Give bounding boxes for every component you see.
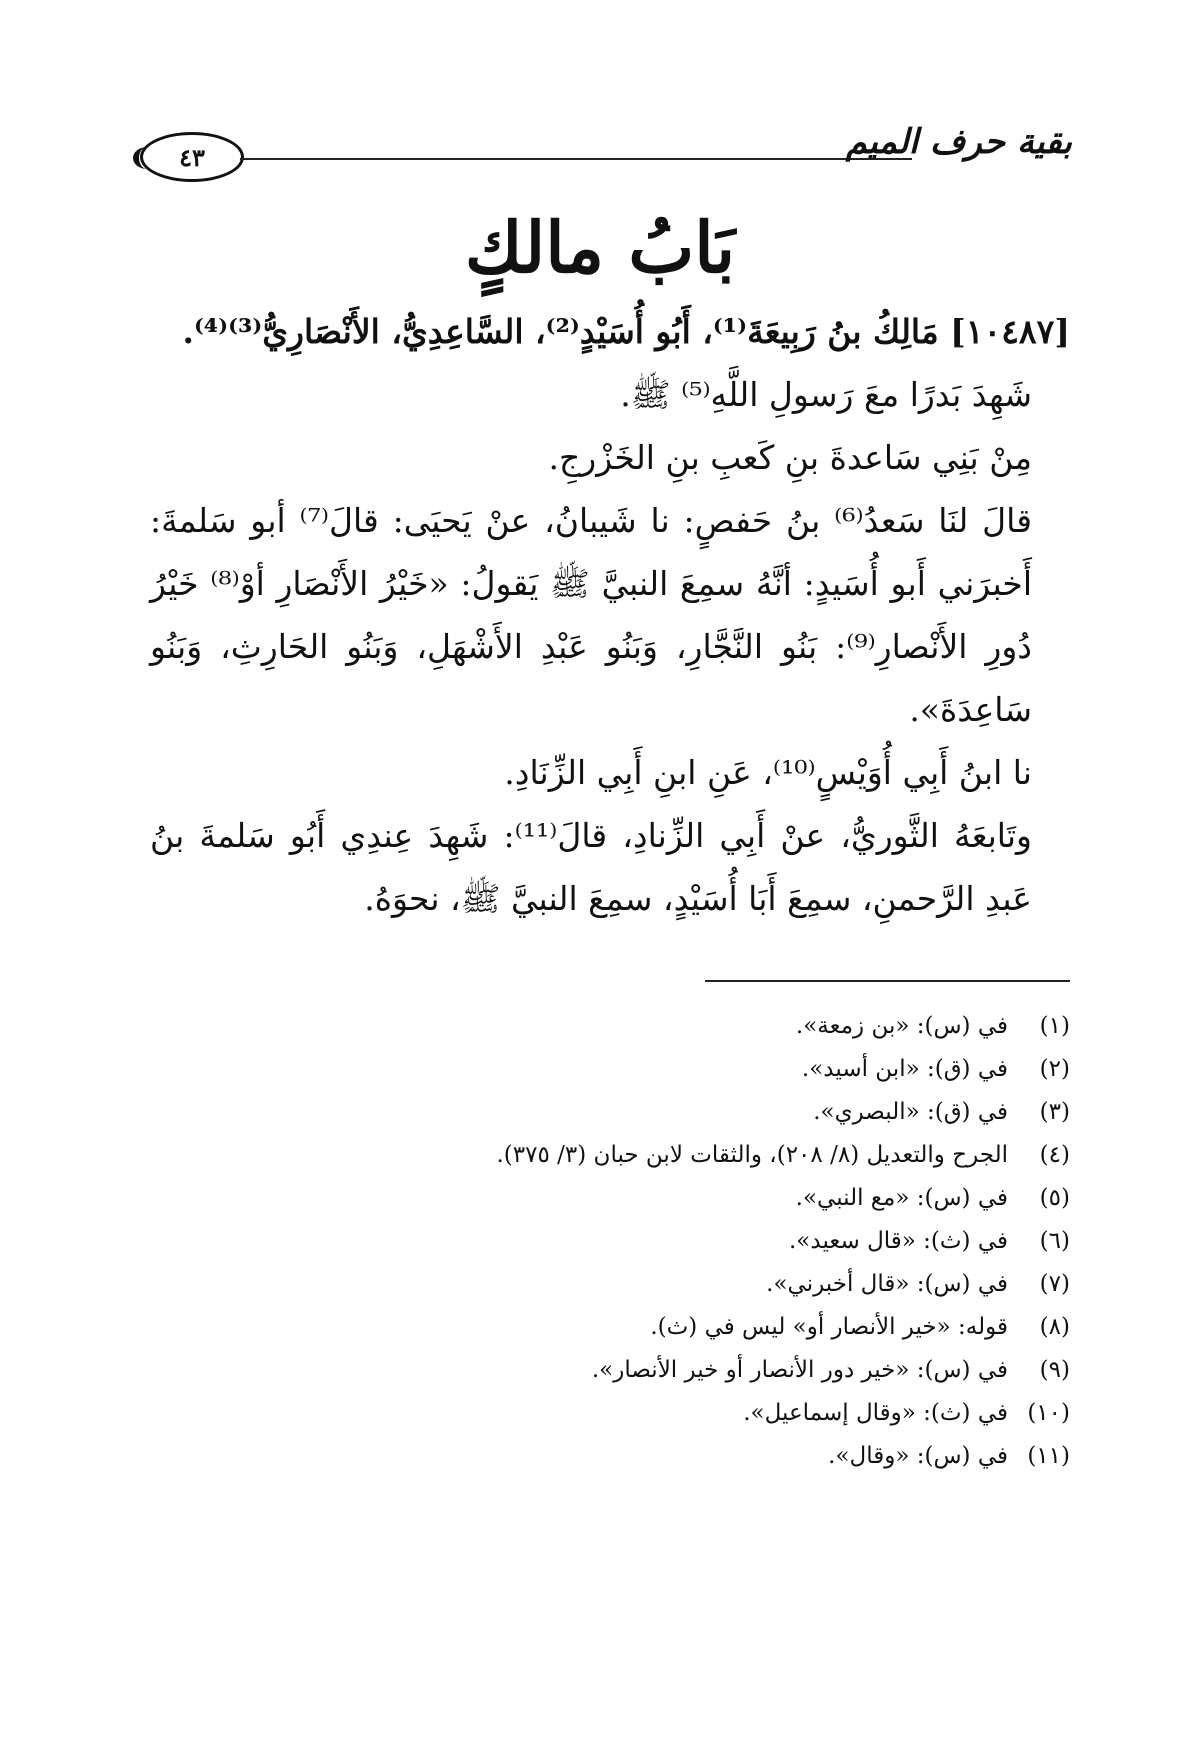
- running-title: بقية حرف الميم: [845, 122, 1072, 162]
- footnotes: [150, 1005, 1070, 1478]
- entry-heading: [١٠٤٨٧] مَالِكُ بنُ رَبِيعَةَ⁽¹⁾، أَبُو أُسَيْدٍ⁽²⁾، السَّاعِدِيُّ، الأَنْصَارِيُّ⁽³⁾⁽⁴⁾.: [182, 312, 1070, 351]
- footnote-number: (٨): [1039, 1314, 1070, 1340]
- entry-paragraph: وتَابعَهُ الثَّوريُّ، عنْ أَبِي الزِّنادِ، قالَ⁽¹¹⁾: شَهِدَ عِندِي أَبُو سَلمةَ بنُ عَبدِ الرَّحمنِ، سمِعَ أَبَا أُسَيْدٍ، سمِعَ النبيَّ ﷺ، نحوَهُ.: [150, 816, 1032, 918]
- footnote-text: في (ق): «ابن أسيد».: [801, 1056, 1008, 1082]
- footnote-number: (١١): [1027, 1443, 1070, 1469]
- footnote-number: (٦): [1039, 1228, 1070, 1254]
- footnote: [150, 1263, 1070, 1306]
- header-rule: [240, 158, 912, 160]
- footnote-text: الجرح والتعديل (٨/ ٢٠٨)، والثقات لابن حبان (٣/ ٣٧٥).: [496, 1142, 1008, 1168]
- footnote: [150, 1134, 1070, 1177]
- footnote-number: (٧): [1039, 1271, 1070, 1297]
- footnote: [150, 1435, 1070, 1478]
- footnote: [150, 1177, 1070, 1220]
- entry-paragraph: شَهِدَ بَدرًا معَ رَسولِ اللَّهِ⁽⁵⁾ ﷺ.: [620, 375, 1032, 414]
- footnote-text: في (س): «وقال».: [828, 1443, 1008, 1469]
- entry-body: [150, 300, 1070, 930]
- footnote-number: (٤): [1039, 1142, 1070, 1168]
- page-number-badge: [140, 132, 244, 182]
- footnote: [150, 1048, 1070, 1091]
- entry-paragraph: نا ابنُ أَبِي أُوَيْسٍ⁽¹⁰⁾، عَنِ ابنِ أَبِي الزِّنَادِ.: [504, 753, 1032, 792]
- footnote-text: في (ث): «وقال إسماعيل».: [743, 1400, 1008, 1426]
- page-number: ٤٣: [179, 142, 205, 172]
- footnote-number: (٥): [1039, 1185, 1070, 1211]
- footnote-number: (٩): [1039, 1357, 1070, 1383]
- footnote: [150, 1349, 1070, 1392]
- footnote-text: في (ق): «البصري».: [813, 1099, 1008, 1125]
- footnote-number: (١٠): [1027, 1400, 1070, 1426]
- footnote-text: في (س): «خير دور الأنصار أو خير الأنصار».: [591, 1357, 1008, 1383]
- footnote: [150, 1220, 1070, 1263]
- footnote-text: في (س): «بن زمعة».: [795, 1013, 1008, 1039]
- footnote: [150, 1392, 1070, 1435]
- footnote-text: في (س): «مع النبي».: [795, 1185, 1008, 1211]
- footnote: [150, 1306, 1070, 1349]
- footnote-text: في (س): «قال أخبرني».: [766, 1271, 1008, 1297]
- entry-paragraph: مِنْ بَنِي سَاعدةَ بنِ كَعبِ بنِ الخَزْرجِ.: [548, 438, 1032, 477]
- footnote-number: (٢): [1039, 1056, 1070, 1082]
- footnote-text: في (ث): «قال سعيد».: [789, 1228, 1008, 1254]
- footnote-separator: [705, 980, 1070, 982]
- footnote: [150, 1005, 1070, 1048]
- footnote-number: (٣): [1039, 1099, 1070, 1125]
- footnote-text: قوله: «خير الأنصار أو» ليس في (ث).: [650, 1314, 1008, 1340]
- running-header: [140, 118, 1072, 188]
- footnote: [150, 1091, 1070, 1134]
- footnote-number: (١): [1039, 1013, 1070, 1039]
- chapter-title: بَابُ مالكٍ: [464, 206, 736, 289]
- entry-paragraph: قالَ لنَا سَعدُ⁽⁶⁾ بنُ حَفصٍ: نا شَيبانُ، عنْ يَحيَى: قالَ⁽⁷⁾ أبو سَلمةَ: أَخبرَني أَبو أُسَيدٍ: أنَّهُ سمِعَ النبيَّ ﷺ يَقولُ: «خَيْرُ الأَنْصَارِ أوْ⁽⁸⁾ خَيْرُ دُورِ الأَنْصارِ⁽⁹⁾: بَنُو النَّجَّارِ، وَبَنُو عَبْدِ الأَشْهَلِ، وَبَنُو الحَارِثِ، وَبَنُو سَاعِدَةَ».: [150, 501, 1032, 729]
